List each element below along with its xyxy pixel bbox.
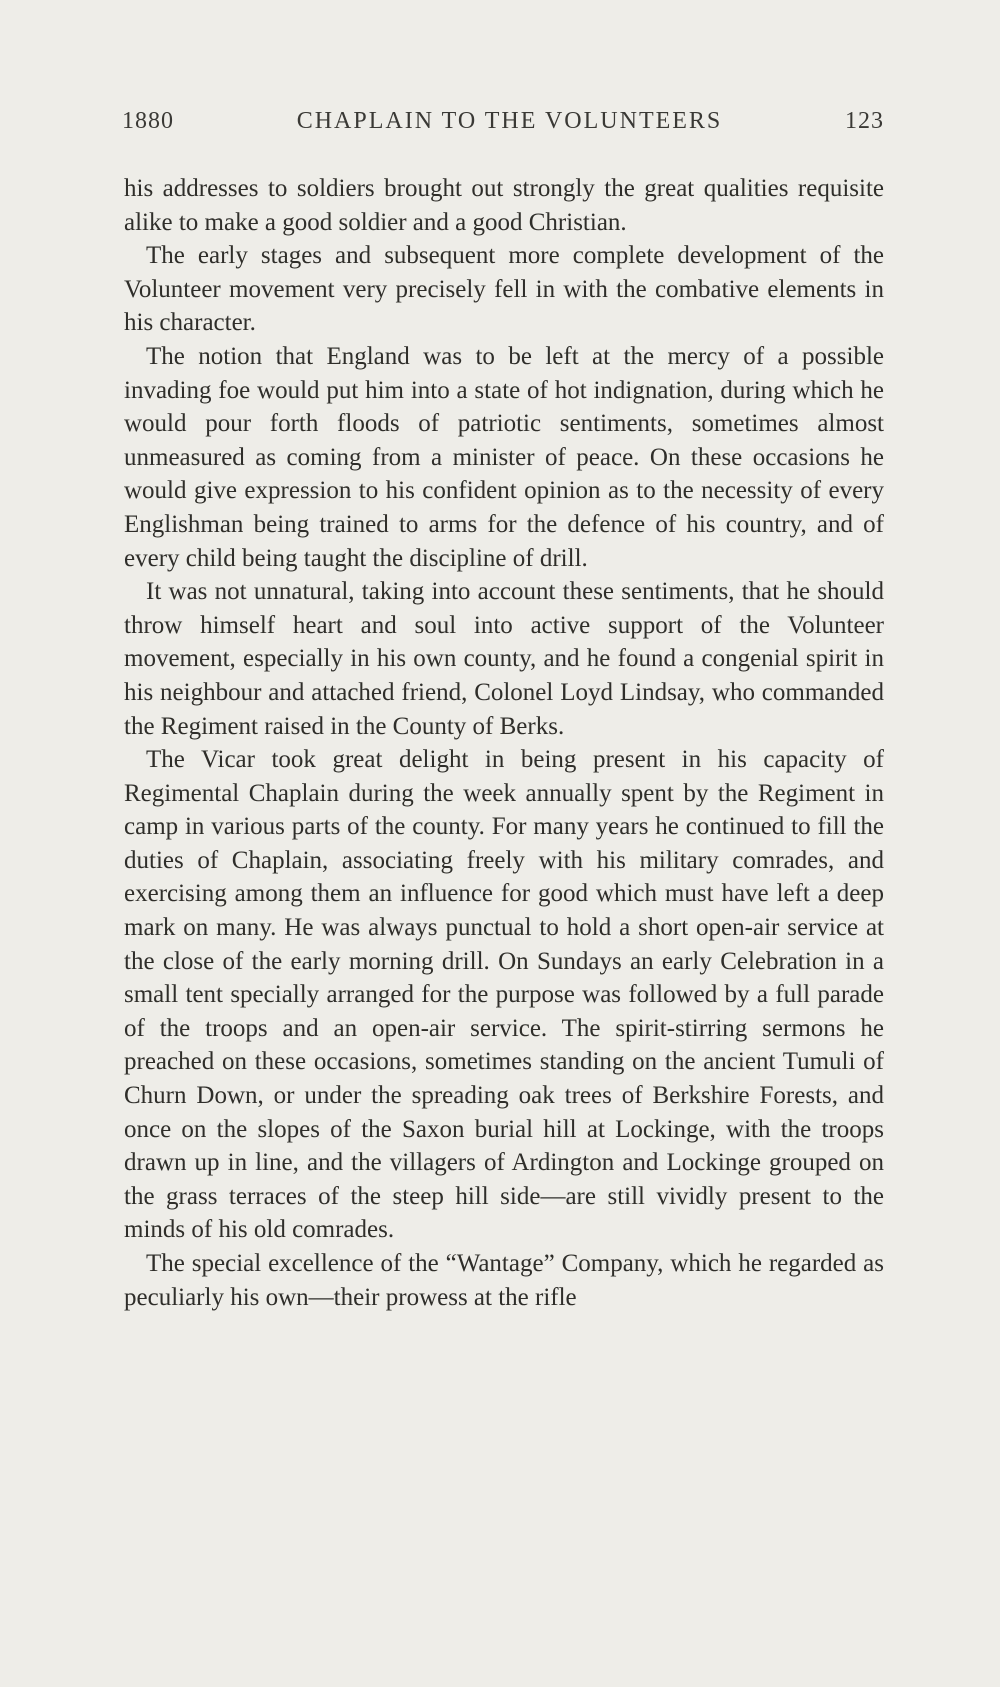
paragraph: The notion that England was to be left at the mercy of a possible invading foe would put him into a state of hot indignation, during which he would pour forth floods of patriotic sentiments, sometimes almost unmeasured as coming from a minister of peace. On these occasions he would give expression to his confident opinion as to the necessity of every Englishman being trained to arms for the defence of his country, and of every child being taught the discipline of drill.: [124, 342, 884, 572]
page-number: 123: [844, 108, 884, 134]
paragraph: The early stages and subsequent more complete development of the Volunteer movement very precisely fell in with the combative elements in his character.: [124, 242, 884, 337]
header-title: CHAPLAIN TO THE VOLUNTEERS: [296, 108, 723, 134]
paragraph: It was not unnatural, taking into account these sentiments, that he should throw himself heart and soul into active support of the Volunteer movement, especially in his own county, and he found a congenial spirit in his neighbour and attached friend, Colonel Loyd Lindsay, who commanded the Regiment raised in the County of Berks.: [124, 578, 884, 740]
paragraph: The Vicar took great delight in being present in his capacity of Regimental Chaplain during the week annually spent by the Regiment in camp in various parts of the county. For many years he continued to fill the duties of Chaplain, associating freely with his military comrades, and exercising among them an influence for good which must have left a deep mark on many. He was always punctual to hold a short open-air service at the close of the early morning drill. On Sundays an early Celebration in a small tent specially arranged for the purpose was followed by a full parade of the troops and an open-air service. The spirit-stirring sermons he preached on these occasions, sometimes standing on the ancient Tumuli of Churn Down, or under the spreading oak trees of Berkshire Forests, and once on the slopes of the Saxon burial hill at Lockinge, with the troops drawn up in line, and the villagers of Ardington and Lockinge grouped on the grass terraces of the steep hill side—are still vividly present to the minds of his old comrades.: [124, 746, 884, 1244]
paragraph: his addresses to soldiers brought out strongly the great qualities requisite alike to make a good soldier and a good Christian.: [124, 175, 884, 236]
running-header: [122, 108, 884, 142]
header-year: 1880: [122, 108, 174, 134]
paragraph: The special excellence of the “Wantage” Company, which he regarded as peculiarly his own—their prowess at the rifle: [124, 1250, 884, 1311]
body-text: [124, 172, 884, 1314]
